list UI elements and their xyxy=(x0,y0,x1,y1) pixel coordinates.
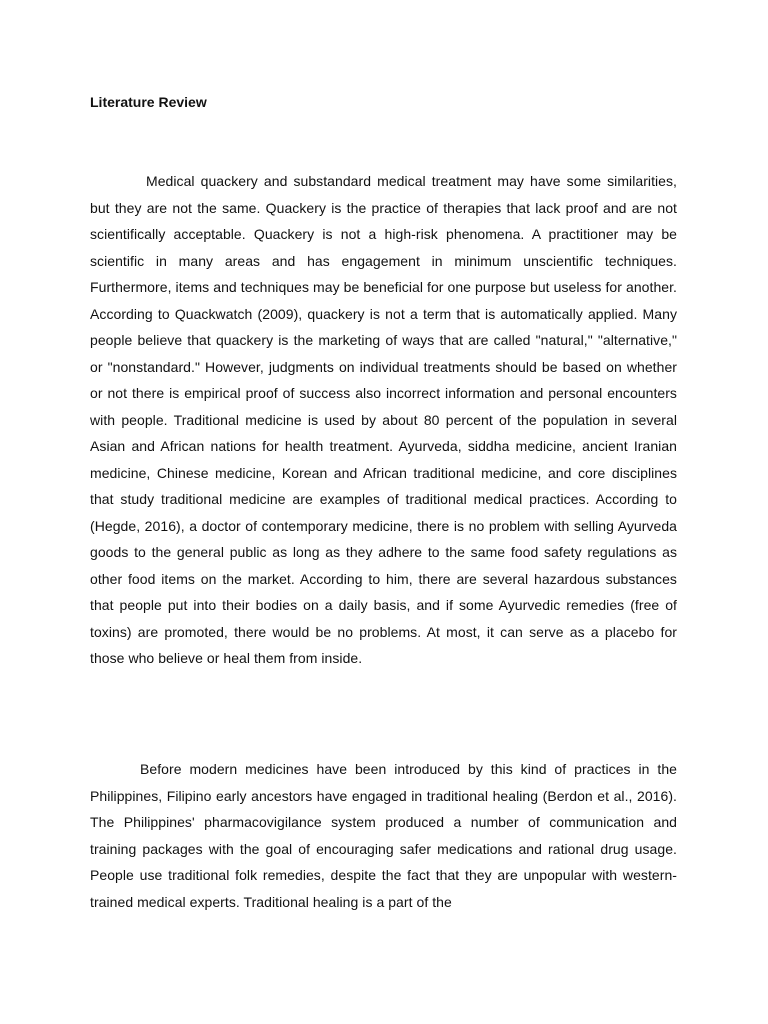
paragraph-quackery: Medical quackery and substandard medical treatment may have some similarities, but they are not the same. Quackery is the practice of therapies that lack proof and are not scientifically acceptable. Quackery is not a high-risk phenomena. A practitioner may be scientific in many areas and has engagement in minimum unscientific techniques. Furthermore, items and techniques may be beneficial for one purpose but useless for another. According to Quackwatch (2009), quackery is not a term that is automatically applied. Many people believe that quackery is the marketing of ways that are called "natural," "alternative," or "nonstandard." However, judgments on individual treatments should be based on whether or not there is empirical proof of success also incorrect information and personal encounters with people. Traditional medicine is used by about 80 percent of the population in several Asian and African nations for health treatment. Ayurveda, siddha medicine, ancient Iranian medicine, Chinese medicine, Korean and African traditional medicine, and core disciplines that study traditional medicine are examples of traditional medical practices. According to (Hegde, 2016), a doctor of contemporary medicine, there is no problem with selling Ayurveda goods to the general public as long as they adhere to the same food safety regulations as other food items on the market. According to him, there are several hazardous substances that people put into their bodies on a daily basis, and if some Ayurvedic remedies (free of toxins) are promoted, there would be no problems. At most, it can serve as a placebo for those who believe or heal them from inside. xyxy=(90,173,677,666)
paragraph-philippines: Before modern medicines have been introduced by this kind of practices in the Philippines, Filipino early ancestors have engaged in traditional healing (Berdon et al., 2016). The Philippines' pharmacovigilance system produced a number of communication and training packages with the goal of encouraging safer medications and rational drug usage. People use traditional folk remedies, despite the fact that they are unpopular with western-trained medical experts. Traditional healing is a part of the xyxy=(90,761,677,910)
section-heading: Literature Review xyxy=(90,94,207,110)
